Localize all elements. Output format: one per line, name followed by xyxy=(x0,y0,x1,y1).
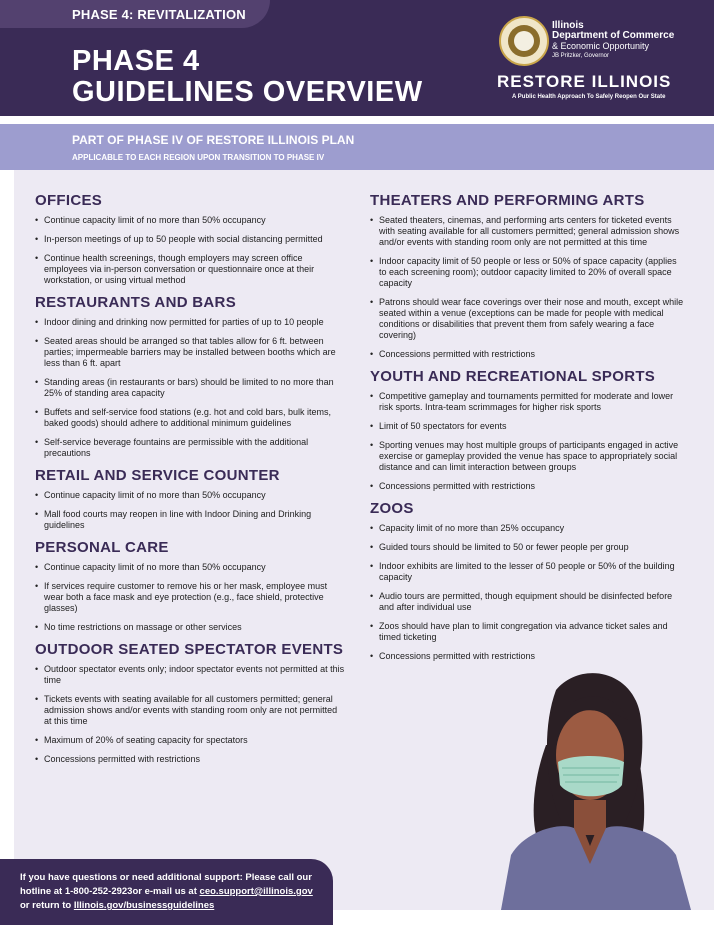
guideline-item: • Tickets events with seating available for all customers permitted; general admission shows and/or events with standing room only are not permitted at this time xyxy=(35,694,345,727)
plan-band xyxy=(0,124,714,170)
guideline-item: • Capacity limit of no more than 25% occupancy xyxy=(370,523,685,534)
dept-line-1: Illinois xyxy=(552,20,584,31)
guideline-item: • Patrons should wear face coverings over their nose and mouth, except while seated within a venue (exceptions can be made for people with medical conditions or disabilities that prevent them from safely wearing a face covering) xyxy=(370,297,685,341)
section-offices xyxy=(35,192,345,286)
band-title: PART OF PHASE IV OF RESTORE ILLINOIS PLAN xyxy=(72,133,355,147)
guideline-item: • Self-service beverage fountains are permissible with the additional precautions xyxy=(35,437,345,459)
guideline-item: • Mall food courts may reopen in line with Indoor Dining and Drinking guidelines xyxy=(35,509,345,531)
section-heading: RETAIL AND SERVICE COUNTER xyxy=(35,467,280,484)
footer-line-1: If you have questions or need additional support: Please call our xyxy=(20,872,312,883)
guideline-item: • Indoor dining and drinking now permitted for parties of up to 10 people xyxy=(35,317,345,328)
guideline-item: • Zoos should have plan to limit congregation via advance ticket sales and timed ticketing xyxy=(370,621,685,643)
section-restaurants-and-bars xyxy=(35,294,345,459)
guideline-item: • Continue capacity limit of no more than 50% occupancy xyxy=(35,562,345,573)
guideline-item: • Concessions permitted with restrictions xyxy=(35,754,345,765)
guideline-item: • Maximum of 20% of seating capacity for spectators xyxy=(35,735,345,746)
guideline-item: • Guided tours should be limited to 50 or fewer people per group xyxy=(370,542,685,553)
guideline-item: • No time restrictions on massage or other services xyxy=(35,622,345,633)
guideline-item: • Competitive gameplay and tournaments permitted for moderate and lower risk sports. Intra-team scrimmages for higher risk sports xyxy=(370,391,685,413)
left-column xyxy=(35,192,345,773)
guideline-item: • Indoor exhibits are limited to the lesser of 50 people or 50% of the building capacity xyxy=(370,561,685,583)
guideline-item: • Standing areas (in restaurants or bars) should be limited to no more than 25% of standing area capacity xyxy=(35,377,345,399)
section-heading: YOUTH AND RECREATIONAL SPORTS xyxy=(370,368,656,385)
guideline-item: • Concessions permitted with restrictions xyxy=(370,349,685,360)
dept-line-2: Department of Commerce xyxy=(552,30,675,41)
section-heading: ZOOS xyxy=(370,500,414,517)
section-zoos xyxy=(370,500,685,662)
guideline-item: • Seated theaters, cinemas, and performing arts centers for ticketed events with seating available for all customers permitted; general admission shows and/or events with standing room only are not permitted at this time xyxy=(370,215,685,248)
page-title xyxy=(72,46,423,108)
guideline-item: • Continue capacity limit of no more than 50% occupancy xyxy=(35,215,345,226)
footer-text xyxy=(20,871,325,913)
guideline-item: • Continue health screenings, though employers may screen office employees via in-person conversation or questionnaire once at their workstation, or using virtual method xyxy=(35,253,345,286)
woman-with-mask-illustration xyxy=(486,650,698,910)
right-column xyxy=(370,192,685,670)
business-guidelines-link[interactable]: Illinois.gov/businessguidelines xyxy=(73,900,215,911)
section-heading: OFFICES xyxy=(35,192,103,209)
guideline-item: • Buffets and self-service food stations (e.g. hot and cold bars, bulk items, baked goods) should adhere to additional minimum guidelines xyxy=(35,407,345,429)
guideline-item: • Audio tours are permitted, though equipment should be disinfected before and after individual use xyxy=(370,591,685,613)
section-heading: OUTDOOR SEATED SPECTATOR EVENTS xyxy=(35,641,344,658)
support-email-link[interactable]: ceo.support@illinois.gov xyxy=(199,886,313,897)
guideline-list xyxy=(35,562,345,633)
guideline-item: • Indoor capacity limit of 50 people or less or 50% of space capacity (applies to each screening room); outdoor capacity limited to 20% of overall space capacity xyxy=(370,256,685,289)
section-heading: THEATERS AND PERFORMING ARTS xyxy=(370,192,645,209)
footer-line-3-prefix: or return to xyxy=(20,900,74,911)
guideline-item: • Concessions permitted with restrictions xyxy=(370,481,685,492)
guideline-list xyxy=(370,391,685,492)
guideline-item: • Concessions permitted with restrictions xyxy=(370,651,685,662)
section-personal-care xyxy=(35,539,345,633)
guideline-list xyxy=(35,215,345,286)
footer-line-2-prefix: hotline at 1-800-252-2923or e-mail us at xyxy=(20,886,200,897)
guideline-item: • In-person meetings of up to 50 people with social distancing permitted xyxy=(35,234,345,245)
guideline-item: • Continue capacity limit of no more than 50% occupancy xyxy=(35,490,345,501)
dept-line-3: & Economic Opportunity xyxy=(552,41,650,51)
restore-illinois-tagline: A Public Health Approach To Safely Reopen Our State xyxy=(512,94,666,100)
guideline-item: • Sporting venues may host multiple groups of participants engaged in active exercise or gameplay provided the venue has space to appropriately social distance and can limit interaction between groups xyxy=(370,440,685,473)
guideline-item: • Outdoor spectator events only; indoor spectator events not permitted at this time xyxy=(35,664,345,686)
title-line-2: GUIDELINES OVERVIEW xyxy=(72,76,423,108)
phase-tab-label: PHASE 4: REVITALIZATION xyxy=(72,7,246,22)
guideline-list xyxy=(370,523,685,662)
dept-line-4: JB Pritzker, Governor xyxy=(552,53,610,59)
illinois-seal-icon xyxy=(499,16,549,66)
phase-tab xyxy=(0,0,270,28)
band-subtitle: APPLICABLE TO EACH REGION UPON TRANSITION TO PHASE IV xyxy=(72,153,325,162)
section-heading: PERSONAL CARE xyxy=(35,539,169,556)
guideline-item: • Seated areas should be arranged so that tables allow for 6 ft. between parties; impermeable barriers may be installed between booths which are less than 6 ft. apart xyxy=(35,336,345,369)
guideline-item: • Limit of 50 spectators for events xyxy=(370,421,685,432)
guideline-list xyxy=(35,664,345,765)
guideline-list xyxy=(35,317,345,459)
section-theaters-and-performing-arts xyxy=(370,192,685,360)
guideline-list xyxy=(370,215,685,360)
guideline-item: • If services require customer to remove his or her mask, employee must wear both a face mask and eye protection (e.g., face shield, protective glasses) xyxy=(35,581,345,614)
guideline-list xyxy=(35,490,345,531)
section-outdoor-seated-spectator-events xyxy=(35,641,345,765)
dept-logo-text xyxy=(552,21,674,61)
restore-illinois-logo: RESTORE ILLINOIS xyxy=(497,72,672,91)
title-line-1: PHASE 4 xyxy=(72,45,200,77)
section-heading: RESTAURANTS AND BARS xyxy=(35,294,236,311)
section-youth-and-recreational-sports xyxy=(370,368,685,492)
section-retail-and-service-counter xyxy=(35,467,345,531)
